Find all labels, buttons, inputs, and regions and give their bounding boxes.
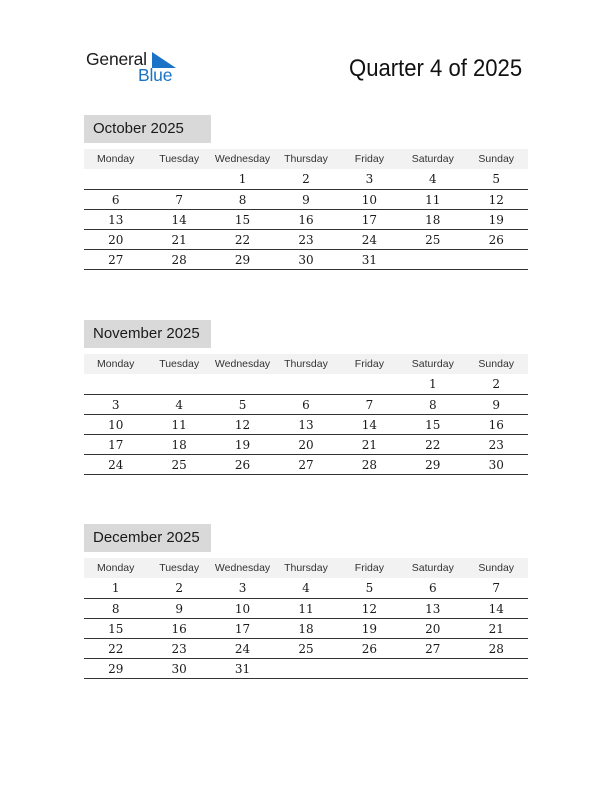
weekday-label: Thursday — [284, 562, 328, 574]
day-cell: 13 — [108, 213, 124, 227]
day-cell: 5 — [492, 172, 501, 186]
weekday-label: Tuesday — [159, 358, 200, 370]
week-row — [84, 659, 528, 679]
day-cell: 5 — [238, 398, 247, 412]
day-cell: 4 — [429, 172, 437, 186]
day-cell: 25 — [425, 233, 441, 247]
day-cell: 10 — [361, 193, 378, 207]
weekday-label: Saturday — [411, 562, 454, 574]
day-cell: 20 — [425, 622, 441, 636]
day-cell — [338, 659, 401, 678]
day-cell: 22 — [234, 233, 251, 247]
week-row — [84, 578, 528, 599]
day-cell — [338, 374, 401, 394]
day-cell: 15 — [425, 418, 441, 432]
day-cell: 11 — [425, 193, 441, 207]
day-cell: 11 — [171, 418, 187, 432]
week-row — [84, 455, 528, 475]
day-cell: 8 — [429, 398, 437, 412]
day-cell: 3 — [111, 398, 120, 412]
day-cell: 23 — [488, 438, 504, 452]
day-cell: 31 — [234, 662, 251, 676]
day-cell: 19 — [234, 438, 251, 452]
day-cell: 29 — [108, 662, 124, 676]
month-title: November 2025 — [84, 320, 211, 348]
day-cell: 9 — [492, 398, 501, 412]
day-cell — [211, 374, 274, 394]
weekday-header-row — [84, 354, 528, 374]
week-row — [84, 210, 528, 230]
day-cell: 7 — [492, 581, 501, 595]
month-block — [84, 115, 528, 270]
day-cell: 19 — [361, 622, 378, 636]
day-cell: 18 — [425, 213, 441, 227]
weekday-label: Wednesday — [214, 153, 271, 165]
day-cell — [274, 659, 337, 678]
day-cell: 14 — [361, 418, 378, 432]
day-cell: 12 — [361, 602, 378, 616]
generalblue-logo — [86, 49, 186, 85]
day-cell: 18 — [171, 438, 187, 452]
day-cell: 22 — [108, 642, 124, 656]
day-cell — [274, 374, 337, 394]
day-cell: 3 — [365, 172, 374, 186]
weekday-label: Sunday — [478, 153, 515, 165]
day-cell: 17 — [361, 213, 378, 227]
week-row — [84, 395, 528, 415]
day-cell: 1 — [111, 581, 120, 595]
week-row — [84, 599, 528, 619]
weekday-label: Tuesday — [159, 153, 200, 165]
week-row — [84, 619, 528, 639]
day-cell: 27 — [425, 642, 441, 656]
day-cell: 22 — [425, 438, 441, 452]
day-cell — [147, 169, 210, 189]
day-cell: 21 — [361, 438, 378, 452]
day-cell: 14 — [171, 213, 187, 227]
day-cell: 6 — [429, 581, 437, 595]
day-cell: 10 — [108, 418, 124, 432]
day-cell: 18 — [298, 622, 314, 636]
day-cell: 8 — [111, 602, 120, 616]
weekday-label: Monday — [97, 562, 135, 574]
day-cell: 6 — [111, 193, 120, 207]
day-cell: 21 — [488, 622, 504, 636]
weekday-label: Thursday — [284, 153, 328, 165]
day-cell: 31 — [361, 253, 378, 267]
day-cell: 28 — [171, 253, 187, 267]
day-cell — [401, 250, 464, 269]
day-cell: 28 — [488, 642, 504, 656]
day-cell: 23 — [298, 233, 314, 247]
week-row — [84, 190, 528, 210]
day-cell: 16 — [171, 622, 187, 636]
day-cell: 8 — [238, 193, 247, 207]
week-row — [84, 230, 528, 250]
day-cell: 28 — [361, 458, 378, 472]
day-cell — [401, 659, 464, 678]
day-cell: 15 — [234, 213, 251, 227]
day-cell: 29 — [425, 458, 441, 472]
day-cell: 3 — [238, 581, 247, 595]
weekday-label: Wednesday — [214, 358, 271, 370]
day-cell: 24 — [361, 233, 378, 247]
day-cell: 10 — [234, 602, 251, 616]
day-cell: 29 — [234, 253, 251, 267]
month-block — [84, 320, 528, 475]
weekday-label: Friday — [354, 562, 384, 574]
month-title: October 2025 — [84, 115, 211, 143]
weekday-header-row — [84, 149, 528, 169]
weekday-label: Sunday — [478, 562, 515, 574]
weekday-label: Tuesday — [159, 562, 200, 574]
day-cell: 19 — [488, 213, 504, 227]
weekday-header-row — [84, 558, 528, 578]
day-cell: 27 — [298, 458, 314, 472]
week-row — [84, 169, 528, 190]
logo-word-blue: Blue — [138, 65, 173, 85]
day-cell: 21 — [171, 233, 187, 247]
day-cell — [84, 374, 147, 394]
day-cell: 20 — [298, 438, 314, 452]
day-cell: 9 — [302, 193, 310, 207]
day-cell: 6 — [302, 398, 310, 412]
weekday-label: Saturday — [411, 153, 454, 165]
weekday-label: Sunday — [478, 358, 515, 370]
week-row — [84, 250, 528, 270]
day-cell: 25 — [298, 642, 314, 656]
day-cell — [84, 169, 147, 189]
week-row — [84, 374, 528, 395]
day-cell: 30 — [171, 662, 187, 676]
day-cell: 23 — [171, 642, 187, 656]
day-cell: 17 — [108, 438, 124, 452]
month-title: December 2025 — [84, 524, 211, 552]
day-cell: 13 — [425, 602, 441, 616]
day-cell: 27 — [108, 253, 124, 267]
day-cell — [465, 659, 528, 678]
day-cell — [147, 374, 210, 394]
weekday-label: Monday — [97, 153, 135, 165]
weekday-label: Monday — [97, 358, 135, 370]
day-cell: 26 — [361, 642, 378, 656]
day-cell: 24 — [234, 642, 251, 656]
day-cell: 4 — [175, 398, 183, 412]
logo-word-general: General — [86, 49, 147, 69]
day-cell: 14 — [488, 602, 504, 616]
day-cell: 16 — [488, 418, 504, 432]
day-cell: 12 — [488, 193, 504, 207]
day-cell: 11 — [298, 602, 314, 616]
day-cell: 2 — [175, 581, 183, 595]
day-cell: 12 — [234, 418, 251, 432]
day-cell: 5 — [365, 581, 374, 595]
weekday-label: Thursday — [284, 358, 328, 370]
day-cell: 16 — [298, 213, 314, 227]
day-cell: 20 — [108, 233, 124, 247]
day-cell: 30 — [298, 253, 314, 267]
weekday-label: Friday — [354, 358, 384, 370]
day-cell: 1 — [238, 172, 247, 186]
week-row — [84, 639, 528, 659]
day-cell: 30 — [488, 458, 504, 472]
week-row — [84, 415, 528, 435]
month-block — [84, 524, 528, 679]
day-cell: 26 — [234, 458, 251, 472]
week-row — [84, 435, 528, 455]
day-cell: 26 — [488, 233, 504, 247]
day-cell: 9 — [175, 602, 183, 616]
day-cell: 13 — [298, 418, 314, 432]
day-cell: 1 — [429, 377, 437, 391]
day-cell: 7 — [175, 193, 183, 207]
day-cell: 15 — [108, 622, 124, 636]
day-cell: 24 — [108, 458, 124, 472]
day-cell: 2 — [492, 377, 501, 391]
weekday-label: Friday — [354, 153, 384, 165]
day-cell: 25 — [171, 458, 187, 472]
weekday-label: Saturday — [411, 358, 454, 370]
day-cell: 7 — [365, 398, 374, 412]
weekday-label: Wednesday — [214, 562, 271, 574]
day-cell — [465, 250, 528, 269]
day-cell: 4 — [302, 581, 310, 595]
day-cell: 2 — [302, 172, 310, 186]
day-cell: 17 — [234, 622, 251, 636]
page-title: Quarter 4 of 2025 — [348, 55, 522, 82]
